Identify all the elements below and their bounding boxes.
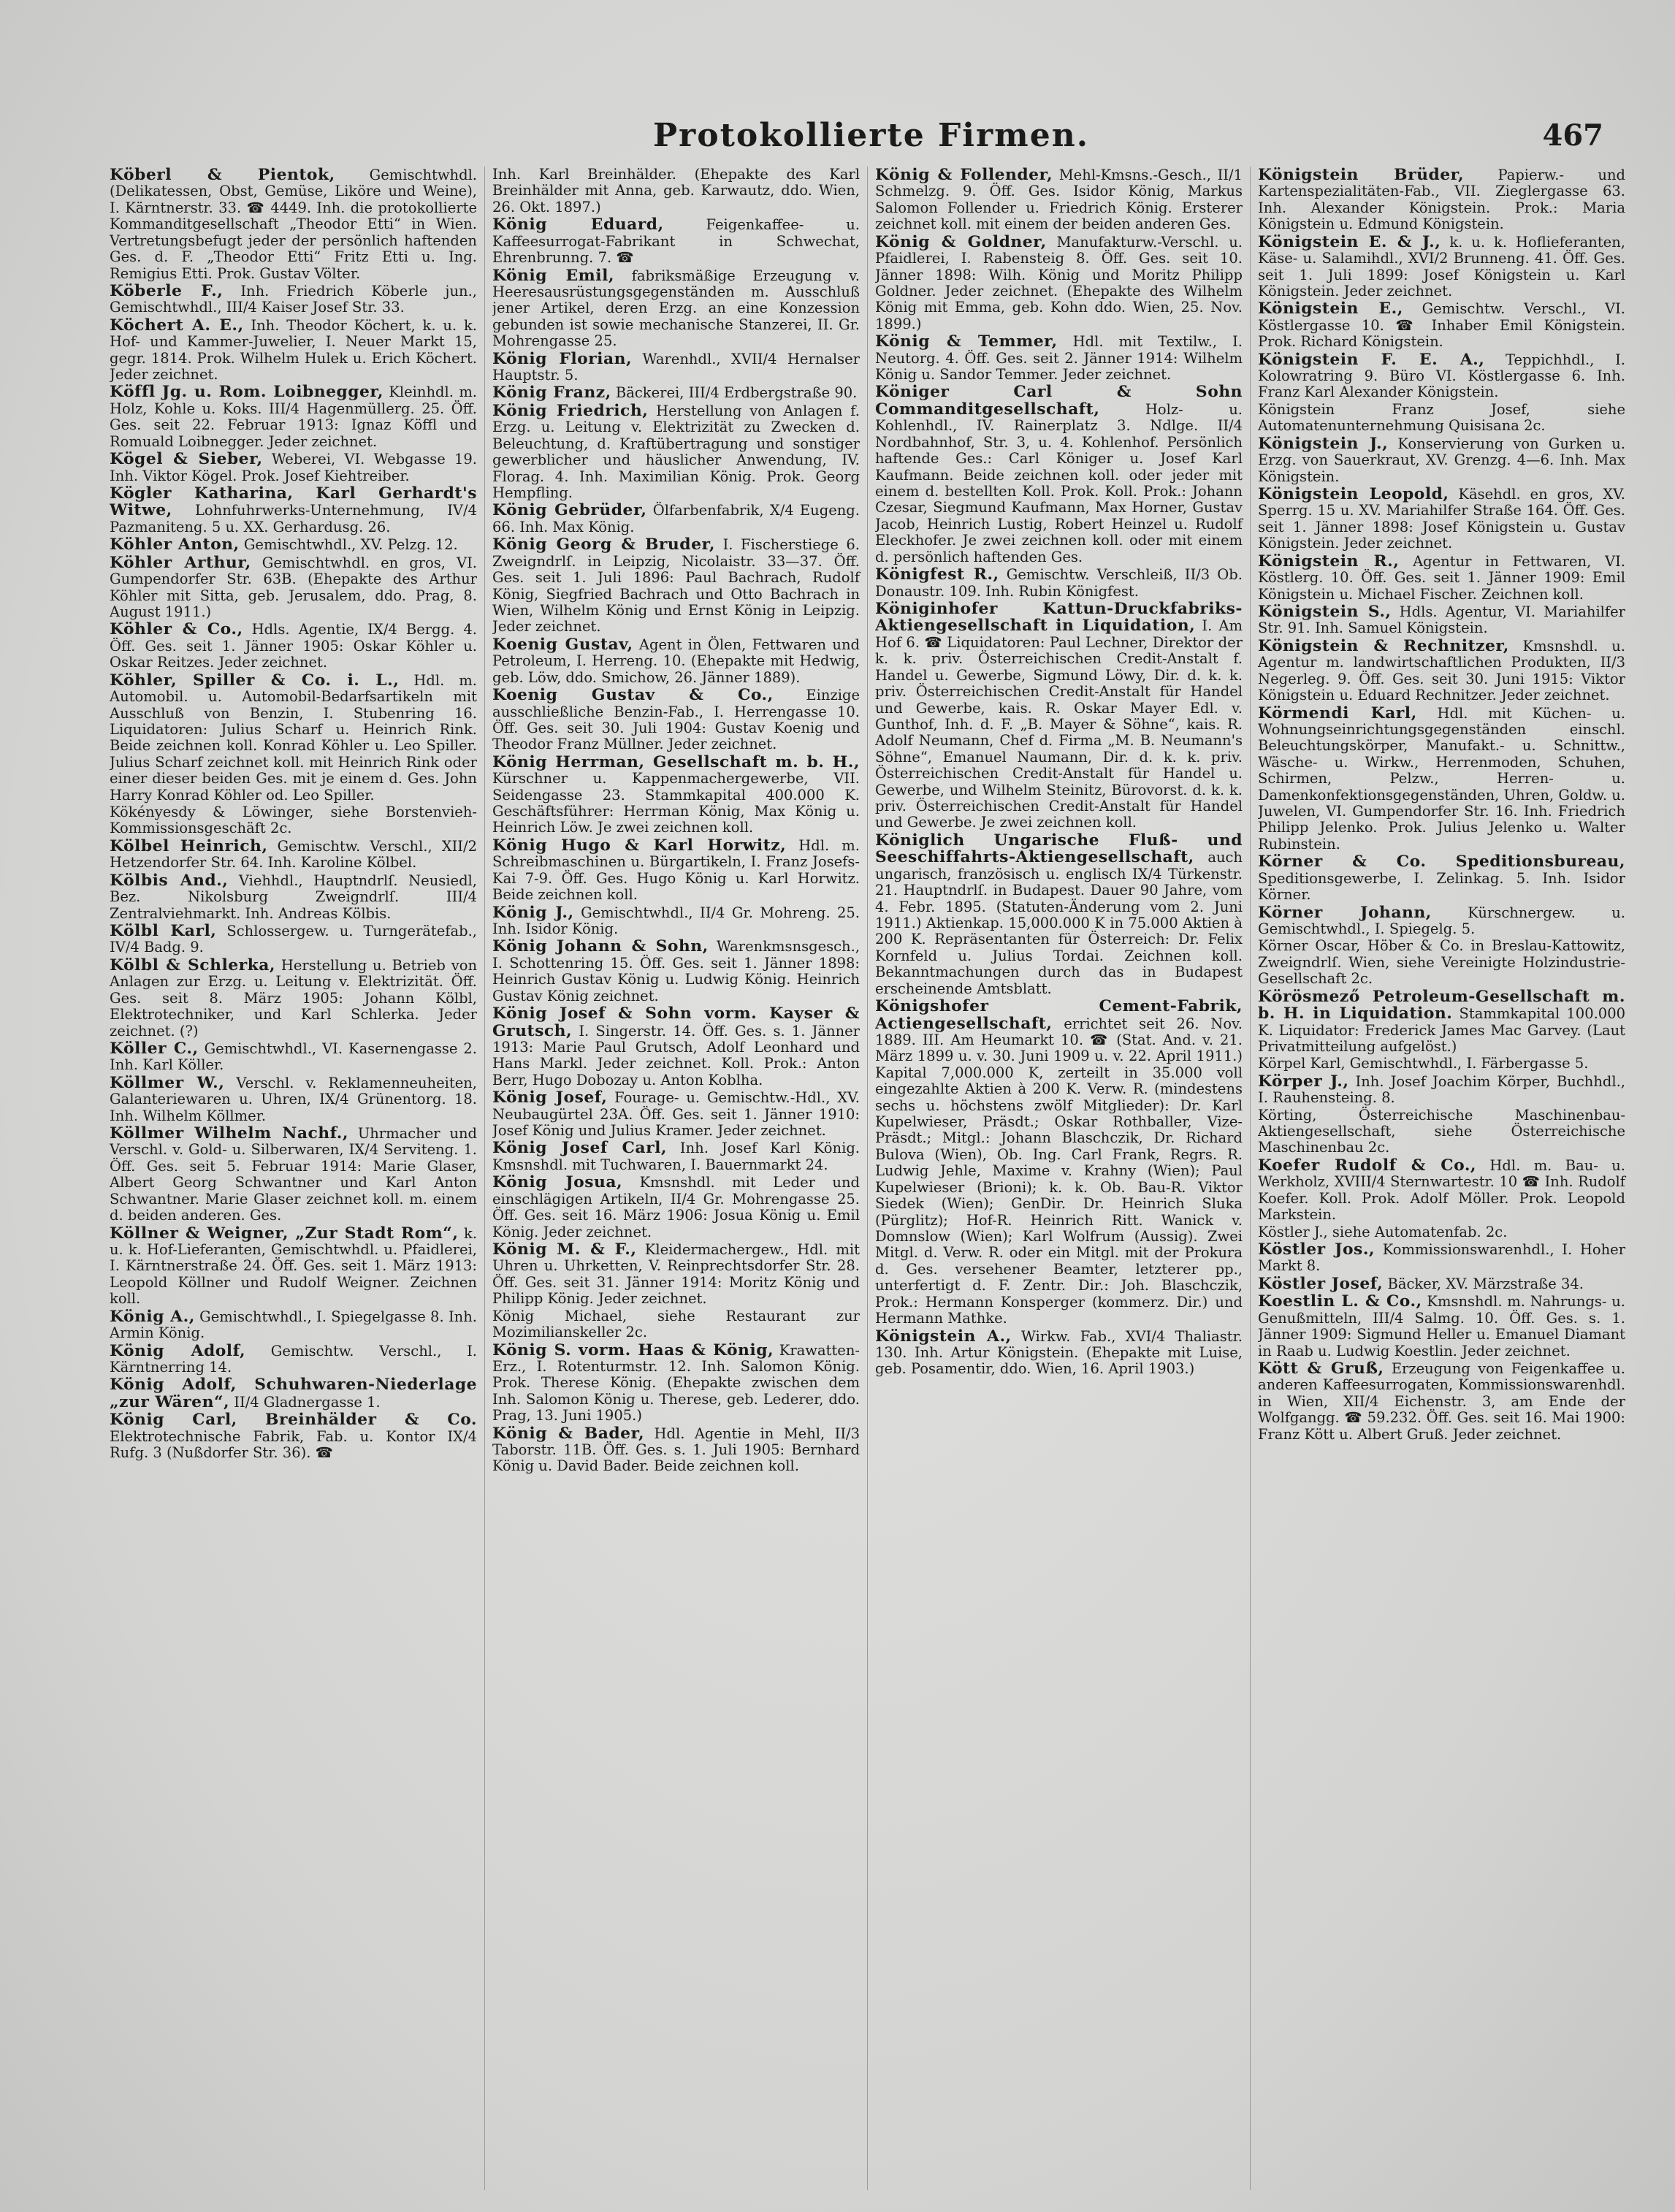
firm-entry: [492, 1005, 860, 1088]
firm-entry: [110, 1340, 477, 1376]
firm-entry: [110, 1072, 477, 1124]
firm-entry: [875, 384, 1243, 565]
firm-name: König Johann & Sohn,: [492, 937, 709, 956]
firm-entry: [875, 1328, 1243, 1378]
firm-name: König & Bader,: [492, 1423, 645, 1443]
firm-entry: [110, 317, 477, 384]
firm-entry: [492, 502, 860, 535]
column-4: [1258, 167, 1633, 2190]
firm-entry: [492, 636, 860, 686]
firm-name: Köhler, Spiller & Co. i. L.,: [110, 670, 400, 690]
firm-entry: [492, 938, 860, 1004]
firm-entry: [1258, 402, 1625, 435]
firm-details: Konservierung von Gurken u. Erzg. von Sauerkraut, XV. Grenzg. 4—6. Inh. Max Königstein.: [1258, 435, 1626, 485]
firm-name: Königstein A.,: [875, 1326, 1012, 1346]
firm-name: Koenig Gustav & Co.,: [492, 685, 774, 705]
firm-name: Körmendi Karl,: [1258, 703, 1417, 722]
firm-details: k. u. k. Hof-Lieferanten, Gemischtwhdl. u. Pfaidlerei, I. Kärntnerstraße 24. Öff. Ges. seit 1. März 1913: Leopold Köllner und Rudolf Weigner. Zeichnen koll.: [110, 1224, 478, 1308]
firm-entry: [1258, 1073, 1625, 1107]
firm-name: König S. vorm. Haas & König,: [492, 1340, 774, 1359]
firm-details: Inh. Friedrich Köberle jun., Gemischtwhdl., III/4 Kaiser Josef Str. 33.: [110, 282, 477, 316]
firm-name: Königshofer Cement-Fabrik, Actiengesellschaft,: [875, 996, 1243, 1033]
firm-name: König Hugo & Karl Horwitz,: [492, 835, 787, 855]
firm-name: Kölbl & Schlerka,: [110, 955, 276, 975]
firm-details: Uhrmacher und Verschl. v. Gold- u. Silberwaren, IX/4 Serviteng. 1. Öff. Ges. seit 5. Februar 1914: Marie Glaser, Albert Georg Schwantner und Karl Anton Schwantner. Marie Glaser zeichnet koll. m. einem d. beiden anderen. Ges.: [110, 1125, 478, 1224]
firm-entry: [1258, 351, 1625, 401]
firm-entry: [875, 234, 1243, 333]
firm-name: Köhler Arthur,: [110, 552, 251, 572]
firm-entry: [492, 536, 860, 636]
firm-details: Gemischtw. Verschl., VI. Köstlergasse 10. ☎ Inhaber Emil Königstein. Prok. Richard Königstein.: [1258, 300, 1626, 351]
firm-entry: [492, 1425, 860, 1475]
firm-entry: [1258, 853, 1625, 903]
firm-name: Königstein Brüder,: [1258, 167, 1465, 184]
firm-entry: [1258, 1241, 1625, 1275]
firm-details: Königstein Franz Josef, siehe Automatenunternehmung Quisisana 2c.: [1258, 400, 1625, 435]
firm-entry: [110, 485, 477, 535]
firm-entry: [1258, 603, 1625, 637]
firm-name: König A.,: [110, 1306, 195, 1326]
firm-name: König Florian,: [492, 348, 633, 368]
firm-name: Köhler & Co.,: [110, 619, 243, 639]
firm-name: Köberle F.,: [110, 281, 224, 300]
firm-name: Königinhofer Kattun-Druckfabriks-Aktiengesellschaft in Liquidation,: [875, 598, 1243, 636]
firm-name: Königstein F. E. A.,: [1258, 349, 1485, 369]
firm-name: Königfest R.,: [875, 565, 999, 584]
firm-name: König Emil,: [492, 265, 614, 285]
firm-details: Manufakturw.-Verschl. u. Pfaidlerei, I. Rabensteig 8. Öff. Ges. seit 10. Jänner 1898: Wilh. König und Moritz Philipp Goldner. Jeder zeichnet. (Ehepakte des Wilhelm König mit Emma, geb. Kohn ddo. Wien, 25. Nov. 1899.): [875, 233, 1243, 332]
column-1: [110, 167, 485, 2190]
firm-name: Kölbel Heinrich,: [110, 836, 268, 855]
firm-details: Feigenkaffee- u. Kaffeesurrogat-Fabrikant in Schwechat, Ehrenbrunng. 7. ☎: [492, 216, 861, 267]
firm-entry: [110, 1225, 477, 1308]
firm-entry: [492, 904, 860, 938]
page-number: 467: [1542, 118, 1603, 153]
running-title: Protokollierte Firmen.: [652, 117, 1090, 154]
firm-entry: [1258, 1224, 1625, 1240]
firm-details: Hdls. Agentur, VI. Mariahilfer Str. 91. Inh. Samuel Königstein.: [1258, 603, 1626, 637]
firm-name: Köffl Jg. u. Rom. Loibnegger,: [110, 382, 384, 402]
firm-name: Kölbl Karl,: [110, 920, 217, 940]
firm-name: König Josef,: [492, 1088, 608, 1107]
firm-entry: [110, 1308, 477, 1342]
firm-details: Weberei, VI. Webgasse 19. Inh. Viktor Kögel. Prok. Josef Kiehtreiber.: [110, 451, 478, 484]
firm-name: König Josua,: [492, 1172, 623, 1192]
firm-name: König & Goldner,: [875, 232, 1047, 251]
firm-entry: [875, 566, 1243, 600]
firm-details: Schlossergew. u. Turngerätefab., IV/4 Badg. 9.: [110, 922, 477, 956]
firm-entry: [492, 267, 860, 350]
firm-details: Lohnfuhrwerks-Unternehmung, IV/4 Pazmaniteng. 5 u. XX. Gerhardusg. 26.: [110, 502, 477, 535]
firm-entry: [492, 1342, 860, 1425]
firm-entry: [110, 804, 477, 837]
firm-details: Gemischtwhdl., XV. Pelzg. 12.: [243, 536, 458, 554]
firm-details: Kürschnergew. u. Gemischtwhdl., I. Spiegelg. 5.: [1258, 904, 1625, 937]
firm-details: Kökényesdy & Löwinger, siehe Borstenvieh-Kommissionsgeschäft 2c.: [110, 804, 477, 837]
firm-details: I. Am Hof 6. ☎ Liquidatoren: Paul Lechner, Direktor der k. k. priv. Österreichischen Credit-Anstalt f. Handel u. Gewerbe, Sigmund Löwy, Dir. d. k. k. priv. Österreichischen Credit-Anstalt für Handel und Gewerbe, kais. R. Oskar Mayer Edl. v. Gunthof, Inh. d. F. „B. Mayer & Söhne“, kais. R. Adolf Neumann, Chef d. Firma „M. B. Neumann's Söhne“, Emanuel Naumann, Dir. d. k. k. priv. Österreichischen Credit-Anstalt für Handel u. Gewerbe, und Wilhelm Steinitz, Bürovorst. d. k. k. priv. Österreichischen Credit-Anstalt für Handel und Gewerbe. Je zwei zeichnen koll.: [875, 617, 1243, 831]
firm-details: Hdl. Agentie in Mehl, II/3 Taborstr. 11B. Öff. Ges. s. 1. Juli 1905: Bernhard König u. David Bader. Beide zeichnen koll.: [492, 1425, 861, 1475]
firm-name: Königer Carl & Sohn Commanditgesellschaft,: [875, 382, 1243, 419]
firm-details: I. Fischerstiege 6. Zweigndrlſ. in Leipzig, Nicolaistr. 33—37. Öff. Ges. seit 1. Juli 1896: Paul Bachrach, Rudolf König, Siegfried Bachrach und Otto Bachrach in Wien, Wilhelm König und Ernst König in Leipzig. Jeder zeichnet.: [492, 536, 860, 636]
firm-entry: [110, 838, 477, 872]
firm-name: Königstein R.,: [1258, 551, 1400, 571]
firm-name: Koestlin L. & Co.,: [1258, 1292, 1422, 1311]
firm-name: Koenig Gustav,: [492, 634, 633, 654]
firm-entry: [492, 837, 860, 904]
firm-name: Köberl & Pientok,: [110, 167, 335, 184]
firm-entry: [1258, 300, 1625, 350]
firm-name: Königstein & Rechnitzer,: [1258, 636, 1509, 655]
firm-entry: [492, 400, 860, 502]
firm-details: Köstler J., siehe Automatenfab. 2c.: [1258, 1223, 1508, 1240]
firm-details: Inh. Josef Karl König. Kmsnshdl. mit Tuchwaren, I. Bauernmarkt 24.: [492, 1140, 861, 1173]
firm-name: Kögel & Sieber,: [110, 449, 263, 469]
firm-details: Gemischtwhdl. (Delikatessen, Obst, Gemüse, Liköre und Weine), I. Kärntnerstr. 33. ☎ 4449. Inh. die protokollierte Kommanditgesellschaft „Theodor Etti“ in Wien. Vertretungsbefugt jeder der persönlich haftenden Ges. d. F. „Theodor Etti“ Fritz Etti u. Ing. Remigius Etti. Prok. Gustav Völter.: [110, 167, 478, 282]
firm-entry: [110, 1040, 477, 1074]
firm-details: auch ungarisch, französisch u. englisch IX/4 Türkenstr. 21. Hauptndrlſ. in Budapest. Dauer 90 Jahre, vom 4. Febr. 1895. (Statuten-Änderung vom 2. Juni 1911.) Aktienkap. 15,000.000 K in 75.000 Aktien à 200 K. Repräsentanten für Österreich: Dr. Felix Kornfeld u. Julius Tordai. Zeichnen koll. Bekanntmachungen durch das in Budapest erscheinende Amtsblatt.: [875, 849, 1243, 997]
firm-entry: [110, 957, 477, 1040]
firm-entry: [1258, 234, 1625, 300]
firm-entry: [110, 920, 477, 956]
firm-details: Ölfarbenfabrik, X/4 Eugeng. 66. Inh. Max König.: [492, 502, 860, 535]
firm-details: Viehhdl., Hauptndrlſ. Neusiedl, Bez. Nikolsburg Zweigndrlſ. III/4 Zentralviehmarkt. Inh. Andreas Kölbis.: [110, 872, 477, 922]
firm-name: Kögler Katharina, Karl Gerhardt's Witwe,: [110, 484, 477, 520]
firm-details: Kmsnshdl. m. Nahrungs- u. Genußmitteln, III/4 Salmg. 10. Öff. Ges. s. 1. Jänner 1909: Sigmund Heller u. Emanuel Diamant in Raab u. Ludwig Koestlin. Jeder zeichnet.: [1258, 1293, 1625, 1359]
firm-details: Bäcker, XV. Märzstraße 34.: [1387, 1275, 1584, 1292]
firm-details: König Michael, siehe Restaurant zur Mozimilianskeller 2c.: [492, 1307, 860, 1341]
firm-entry: [492, 1089, 860, 1139]
directory-columns: [110, 167, 1633, 2190]
firm-details: Verschl. v. Reklamenneuheiten, Galanteriewaren u. Uhren, IX/4 Grünentorg. 18. Inh. Wilhelm Köllmer.: [110, 1074, 477, 1124]
firm-entry: [875, 832, 1243, 997]
firm-entry: [1258, 938, 1625, 987]
firm-details: Herstellung u. Betrieb von Anlagen zur Erzg. u. Leitung v. Elektrizität. Öff. Ges. seit 8. März 1905: Johann Kölbl, Elektrotechniker, und Karl Schlerka. Jeder zeichnet. (?): [110, 956, 478, 1040]
firm-name: Köstler Jos.,: [1258, 1240, 1376, 1259]
firm-details: Warenhdl., XVII/4 Hernalser Hauptstr. 5.: [492, 350, 860, 384]
firm-entry: [110, 384, 477, 450]
firm-entry: [1258, 904, 1625, 938]
firm-details: Kmsnshdl. mit Leder und einschlägigen Artikeln, II/4 Gr. Mohrengasse 25. Öff. Ges. seit 16. März 1906: Josua König u. Emil König. Jeder zeichnet.: [492, 1174, 860, 1240]
firm-entry: [1258, 705, 1625, 853]
firm-entry: [1258, 638, 1625, 704]
firm-details: Hdl. m. Bau- u. Werkholz, XVIII/4 Sternwartestr. 10 ☎ Inh. Rudolf Koefer. Koll. Prok. Adolf Möller. Prok. Leopold Markstein.: [1258, 1156, 1625, 1224]
firm-name: Körper J.,: [1258, 1071, 1349, 1091]
firm-details: I. Singerstr. 14. Öff. Ges. s. 1. Jänner 1913: Marie Paul Grutsch, Adolf Leonhard und Hans Markl. Jeder zeichnet. Koll. Prok.: Anton Berr, Hugo Dobozay u. Anton Koblha.: [492, 1022, 861, 1088]
firm-name: Köchert A. E.,: [110, 315, 244, 335]
firm-entry: [1258, 167, 1625, 233]
firm-name: Kölbis And.,: [110, 870, 229, 890]
firm-details: Fourage- u. Gemischtw.-Hdl., XV. Neubaugürtel 23A. Öff. Ges. seit 1. Jänner 1910: Josef König und Julius Kramer. Jeder zeichnet.: [492, 1089, 861, 1140]
firm-name: König & Follender,: [875, 167, 1053, 184]
firm-details: Agentur in Fettwaren, VI. Köstlerg. 10. Öff. Ges. seit 1. Jänner 1909: Emil Königstein u. Michael Fischer. Zeichnen koll.: [1258, 552, 1625, 603]
firm-name: Königstein E.,: [1258, 299, 1403, 319]
firm-details: Bäckerei, III/4 Erdbergstraße 90.: [615, 384, 858, 402]
firm-name: König Herrman, Gesellschaft m. b. H.,: [492, 752, 860, 771]
firm-details: Warenkmsnsgesch., I. Schottenring 15. Öff. Ges. seit 1. Jänner 1898: Heinrich Gustav König u. Ludwig König. Heinrich Gustav König zeichnet.: [492, 938, 860, 1004]
firm-details: Gemischtw. Verschleiß, II/3 Ob. Donaustr. 109. Inh. Rubin Königfest.: [875, 566, 1243, 600]
firm-details: Papierw.- und Kartenspezialitäten-Fab., VII. Zieglergasse 63. Inh. Alexander Königstein. Prok.: Maria Königstein u. Edmund Königstein.: [1258, 167, 1625, 233]
firm-details: Hdl. m. Schreibmaschinen u. Bürgartikeln, I. Franz Josefs-Kai 7-9. Öff. Ges. Hugo König u. Karl Horwitz. Beide zeichnen koll.: [492, 836, 860, 904]
firm-entry: [110, 451, 477, 484]
firm-details: Einzige ausschließliche Benzin-Fab., I. Herrengasse 10. Öff. Ges. seit 30. Juli 1904: Gustav Koenig und Theodor Franz Müllner. Jeder zeichnet.: [492, 687, 860, 753]
firm-entry: [492, 348, 860, 384]
column-2: [492, 167, 868, 2190]
firm-details: Körting, Österreichische Maschinenbau-Aktiengesellschaft, siehe Österreichische Maschinenbau 2c.: [1258, 1106, 1625, 1156]
firm-entry: [1258, 486, 1625, 552]
firm-details: Teppichhdl., I. Kolowratring 9. Büro VI. Köstlergasse 6. Inh. Franz Karl Alexander Königstein.: [1258, 351, 1626, 401]
firm-details: Inh. Karl Breinhälder. (Ehepakte des Karl Breinhälder mit Anna, geb. Karwautz, ddo. Wien, 26. Okt. 1897.): [492, 167, 860, 216]
firm-details: Agent in Ölen, Fettwaren und Petroleum, I. Herreng. 10. (Ehepakte mit Hedwig, geb. Löw, ddo. Smichow, 26. Jänner 1889).: [492, 636, 860, 686]
firm-entry: [110, 1125, 477, 1224]
firm-details: fabriksmäßige Erzeugung v. Heeresausrüstungsgegenständen m. Ausschluß jener Artikel, deren Erzg. an eine Konzession gebunden ist sowie mechanische Stanzerei, II. Gr. Mohrengasse 25.: [492, 267, 860, 350]
firm-details: Hdls. Agentie, IX/4 Bergg. 4. Öff. Ges. seit 1. Jänner 1905: Oskar Köhler u. Oskar Reitzes. Jeder zeichnet.: [110, 621, 477, 671]
firm-entry: [1258, 553, 1625, 603]
firm-details: Körner Oscar, Höber & Co. in Breslau-Kattowitz, Zweigndrlſ. Wien, siehe Vereinigte Holzindustrie-Gesellschaft 2c.: [1258, 937, 1625, 988]
firm-entry: [110, 554, 477, 621]
firm-details: Erzeugung von Feigenkaffee u. anderen Kaffeesurrogaten, Kommissionswarenhdl. in Wien, XII/4 Eichenstr. 3, am Ende der Wolfgangg. ☎ 59.232. Öff. Ges. seit 16. Mai 1900: Franz Kött u. Albert Gruß. Jeder zeichnet.: [1258, 1359, 1625, 1443]
firm-entry: [875, 333, 1243, 383]
firm-details: Kommissionswarenhdl., I. Hoher Markt 8.: [1258, 1241, 1626, 1275]
firm-details: Gemischtwhdl., VI. Kasernengasse 2. Inh. Karl Köller.: [110, 1040, 478, 1074]
firm-details: Kleidermachergew., Hdl. mit Uhren u. Uhrketten, V. Reinprechtsdorfer Str. 28. Öff. Ges. seit 31. Jänner 1914: Moritz König und Philipp König. Jeder zeichnet.: [492, 1241, 860, 1308]
column-3: [875, 167, 1251, 2190]
firm-name: König M. & F.,: [492, 1240, 637, 1259]
firm-entry: [1258, 1275, 1625, 1292]
firm-name: König Carl, Breinhälder & Co.: [110, 1410, 477, 1430]
firm-name: König Georg & Bruder,: [492, 535, 715, 554]
firm-entry: [875, 167, 1243, 233]
firm-details: Inh. Theodor Köchert, k. u. k. Hof- und Kammer-Juwelier, I. Neuer Markt 15, gegr. 1814. Prok. Wilhelm Hulek u. Erich Köchert. Jeder zeichnet.: [110, 316, 477, 384]
firm-details: Mehl-Kmsns.-Gesch., II/1 Schmelzg. 9. Öff. Ges. Isidor König, Markus Salomon Follender u. Friedrich König. Ersterer zeichnet koll. mit einem der beiden anderen Ges.: [875, 167, 1243, 233]
firm-name: König Gebrüder,: [492, 500, 647, 520]
firm-entry: [110, 536, 477, 553]
firm-name: Königstein J.,: [1258, 433, 1389, 453]
page-header: [110, 110, 1633, 168]
firm-entry: [492, 687, 860, 753]
firm-entry: [492, 1140, 860, 1173]
firm-entry: [110, 1411, 477, 1461]
firm-name: Köllmer W.,: [110, 1072, 225, 1092]
firm-name: Köllner & Weigner, „Zur Stadt Rom“,: [110, 1223, 459, 1243]
firm-entry: [1258, 1157, 1625, 1224]
firm-entry: [875, 600, 1243, 831]
firm-name: Königlich Ungarische Fluß- und Seeschiffahrts-Aktiengesellschaft,: [875, 830, 1243, 867]
firm-details: Gemischtw. Verschl., XII/2 Hetzendorfer Str. 64. Inh. Karoline Kölbel.: [110, 837, 477, 872]
firm-entry: [1258, 1056, 1625, 1072]
firm-entry: [110, 621, 477, 671]
firm-entry: [1258, 1360, 1625, 1443]
firm-name: Königstein S.,: [1258, 601, 1392, 621]
firm-name: Körösmező Petroleum-Gesellschaft m. b. H. in Liquidation.: [1258, 986, 1625, 1023]
firm-details: Hdl. m. Automobil. u. Automobil-Bedarfsartikeln mit Ausschluß von Benzin, I. Stubenring 16. Liquidatoren: Julius Scharf u. Heinrich Rink. Beide zeichnen koll. Konrad Köhler u. Leo Spiller. Julius Scharf zeichnet koll. mit Heinrich Rink oder einer dieser beiden Ges. mit je einem d. Ges. John Harry Konrad Köhler od. Leo Spiller.: [110, 671, 477, 804]
firm-name: König Franz,: [492, 383, 611, 403]
firm-entry: [110, 672, 477, 804]
firm-name: König Josef Carl,: [492, 1138, 667, 1158]
firm-name: Köllmer Wilhelm Nachf.,: [110, 1124, 348, 1143]
firm-name: Köhler Anton,: [110, 535, 240, 554]
firm-details: Kmsnshdl. u. Agentur m. landwirtschaftlichen Produkten, II/3 Negerleg. 9. Öff. Ges. seit 30. Juni 1915: Viktor Königstein u. Eduard Rechnitzer. Jeder zeichnet.: [1258, 637, 1625, 704]
firm-details: Elektrotechnische Fabrik, Fab. u. Kontor IX/4 Rufg. 3 (Nußdorfer Str. 36). ☎: [110, 1427, 477, 1462]
firm-name: Koefer Rudolf & Co.,: [1258, 1155, 1477, 1175]
firm-name: Köller C.,: [110, 1038, 199, 1058]
firm-entry: [1258, 1293, 1625, 1359]
firm-details: Gemischtwhdl., I. Spiegelgasse 8. Inh. Armin König.: [110, 1308, 477, 1342]
firm-name: König Adolf, Schuhwaren-Niederlage „zur Wären“,: [110, 1375, 477, 1411]
firm-details: Gemischtwhdl., II/4 Gr. Mohreng. 25. Inh. Isidor König.: [492, 904, 860, 937]
firm-name: König & Temmer,: [875, 332, 1058, 351]
firm-name: Körner & Co. Speditionsbureau,: [1258, 852, 1625, 872]
firm-details: Holz- u. Kohlenhdl., IV. Rainerplatz 3. Ndlge. II/4 Nordbahnhof, Str. 3, u. 4. Kohlenhof. Persönlich haftende Ges.: Carl Königer u. Josef Karl Kaufmann. Beide zeichnen koll. oder jeder mit einem d. bestellten Koll. Prok. Koll. Prok.: Johann Czesar, Siegmund Kaufmann, Max Horner, Gustav Jacob, Heinrich Lustig, Robert Heinzel u. Rudolf Eleckhofer. Je zwei zeichnen koll. oder mit einem d. persönlich haftenden Ges.: [875, 400, 1243, 565]
firm-details: k. u. k. Hoflieferanten, Käse- u. Salamihdl., XVI/2 Brunneng. 41. Öff. Ges. seit 1. Juli 1899: Josef Königstein u. Karl Königstein. Jeder zeichnet.: [1258, 233, 1625, 300]
firm-name: König Eduard,: [492, 215, 664, 234]
firm-entry: [110, 167, 477, 282]
firm-details: Hdl. mit Küchen- u. Wohnungseinrichtungsgegenständen einschl. Beleuchtungskörper, Manufakt.- u. Schnittw., Wäsche- u. Wirkw., Herrenmoden, Schuhen, Schirmen, Pelzw., Herren- u. Damenkonfektionsgegenständen, Uhren, Goldw. u. Juwelen, VI. Gumpendorfer Str. 16. Inh. Friedrich Philipp Jelenko. Prok. Julius Jelenko u. Walter Rubinstein.: [1258, 704, 1625, 853]
firm-name: König Adolf,: [110, 1340, 246, 1360]
firm-entry: [492, 167, 860, 216]
firm-name: Körner Johann,: [1258, 902, 1432, 922]
firm-details: Wirkw. Fab., XVI/4 Thaliastr. 130. Inh. Artur Königstein. (Ehepakte mit Luise, geb. Posamentir, ddo. Wien, 16. April 1903.): [875, 1327, 1243, 1378]
firm-entry: [1258, 1107, 1625, 1156]
firm-entry: [1258, 435, 1625, 485]
firm-details: Käsehdl. en gros, XV. Sperrg. 15 u. XV. Mariahilfer Straße 164. Öff. Ges. seit 1. Jänner 1898: Josef Königstein u. Gustav Königstein. Jeder zeichnet.: [1258, 486, 1625, 552]
firm-details: Gemischtw. Verschl., I. Kärntnerring 14.: [110, 1342, 477, 1376]
firm-name: König Friedrich,: [492, 400, 649, 420]
firm-entry: [110, 283, 477, 316]
firm-name: Königstein E. & J.,: [1258, 232, 1441, 251]
firm-details: Kleinhdl. m. Holz, Kohle u. Koks. III/4 Hagenmüllerg. 25. Öff. Ges. seit 22. Februar 1913: Ignaz Köffl und Romuald Loibnegger. Jeder zeichnet.: [110, 384, 478, 450]
firm-entry: [492, 1308, 860, 1341]
firm-details: Herstellung von Anlagen f. Erzg. u. Leitung v. Elektrizität zu Zwecken d. Beleuchtung, d. Kraftübertragung und sonstiger gewerblicher und häuslicher Anwendung, IV. Florag. 4. Inh. Maximilian König. Prok. Georg Hempfling.: [492, 402, 860, 502]
firm-entry: [1258, 988, 1625, 1056]
firm-name: Königstein Leopold,: [1258, 484, 1449, 504]
firm-name: König Josef & Sohn vorm. Kayser & Grutsch,: [492, 1004, 860, 1040]
firm-details: Körpel Karl, Gemischtwhdl., I. Färbergasse 5.: [1258, 1055, 1589, 1072]
firm-details: Krawatten-Erz., I. Rotenturmstr. 12. Inh. Salomon König. Prok. Therese König. (Ehepakte zwischen dem Inh. Salomon König u. Therese, geb. Lederer, ddo. Prag, 13. Juni 1905.): [492, 1341, 860, 1425]
firm-name: Köstler Josef,: [1258, 1273, 1384, 1293]
firm-details: Kürschner u. Kappenmachergewerbe, VII. Seidengasse 23. Stammkapital 400.000 K. Geschäftsführer: Herrman König, Max König u. Heinrich Löw. Je zwei zeichnen koll.: [492, 770, 860, 836]
firm-details: Stammkapital 100.000 K. Liquidator: Frederick James Mac Garvey. (Laut Privatmitteilung aufgelöst.): [1258, 1005, 1626, 1055]
firm-details: II/4 Gladnergasse 1.: [234, 1393, 381, 1411]
firm-entry: [492, 1241, 860, 1308]
firm-entry: [492, 754, 860, 836]
firm-entry: [492, 384, 860, 401]
firm-details: errichtet seit 26. Nov. 1889. III. Am Heumarkt 10. ☎ (Stat. And. v. 21. März 1899 u. v. 30. Juni 1909 u. v. 22. April 1911.) Kapital 7,000.000 K, zerteilt in 35.000 voll eingezahlte Aktien à 200 K. Verw. R. (mindestens sechs u. höchstens zwölf Mitglieder): Dr. Karl Kupelwieser, Präsdt.; Oskar Rothballer, Vize-Präsdt.; Mitgl.: Johann Blaschczik, Dr. Richard Bulova (Wien), Ob. Ing. Carl Frank, Regrs. R. Ludwig Jehle, Maxime v. Krahny (Wien); Paul Kupelwieser (Brioni); k. k. Ob. Bau-R. Viktor Siedek (Wien); GenDir. Dr. Heinrich Sluka (Pürglitz); Hof-R. Heinrich Ritt. Wanick v. Domnslow (Wien); Karl Wolfrum (Aussig). Zwei Mitgl. d. Verw. R. oder ein Mitgl. mit der Prokura d. Ges. versehener Beamter, letzterer pp., unterfertigt d. F. Zentr. Dir.: Joh. Blaschczik, Prok.: Hermann Konsperger (kommerz. Dir.) und Hermann Mathke.: [875, 1015, 1243, 1327]
firm-details: Speditionsgewerbe, I. Zelinkag. 5. Inh. Isidor Körner.: [1258, 869, 1625, 904]
firm-details: Gemischtwhdl. en gros, VI. Gumpendorfer Str. 63B. (Ehepakte des Arthur Köhler mit Sitta, geb. Jerusalem, ddo. Prag, 8. August 1911.): [110, 554, 477, 620]
firm-name: König J.,: [492, 902, 574, 922]
firm-entry: [110, 1376, 477, 1411]
firm-entry: [875, 998, 1243, 1327]
firm-details: Inh. Josef Joachim Körper, Buchhdl., I. Rauhensteing. 8.: [1258, 1072, 1625, 1107]
firm-entry: [110, 872, 477, 922]
firm-details: Hdl. mit Textilw., I. Neutorg. 4. Öff. Ges. seit 2. Jänner 1914: Wilhelm König u. Sandor Temmer. Jeder zeichnet.: [875, 333, 1243, 384]
firm-entry: [492, 216, 860, 266]
firm-entry: [492, 1174, 860, 1240]
firm-name: Kött & Gruß,: [1258, 1358, 1384, 1378]
